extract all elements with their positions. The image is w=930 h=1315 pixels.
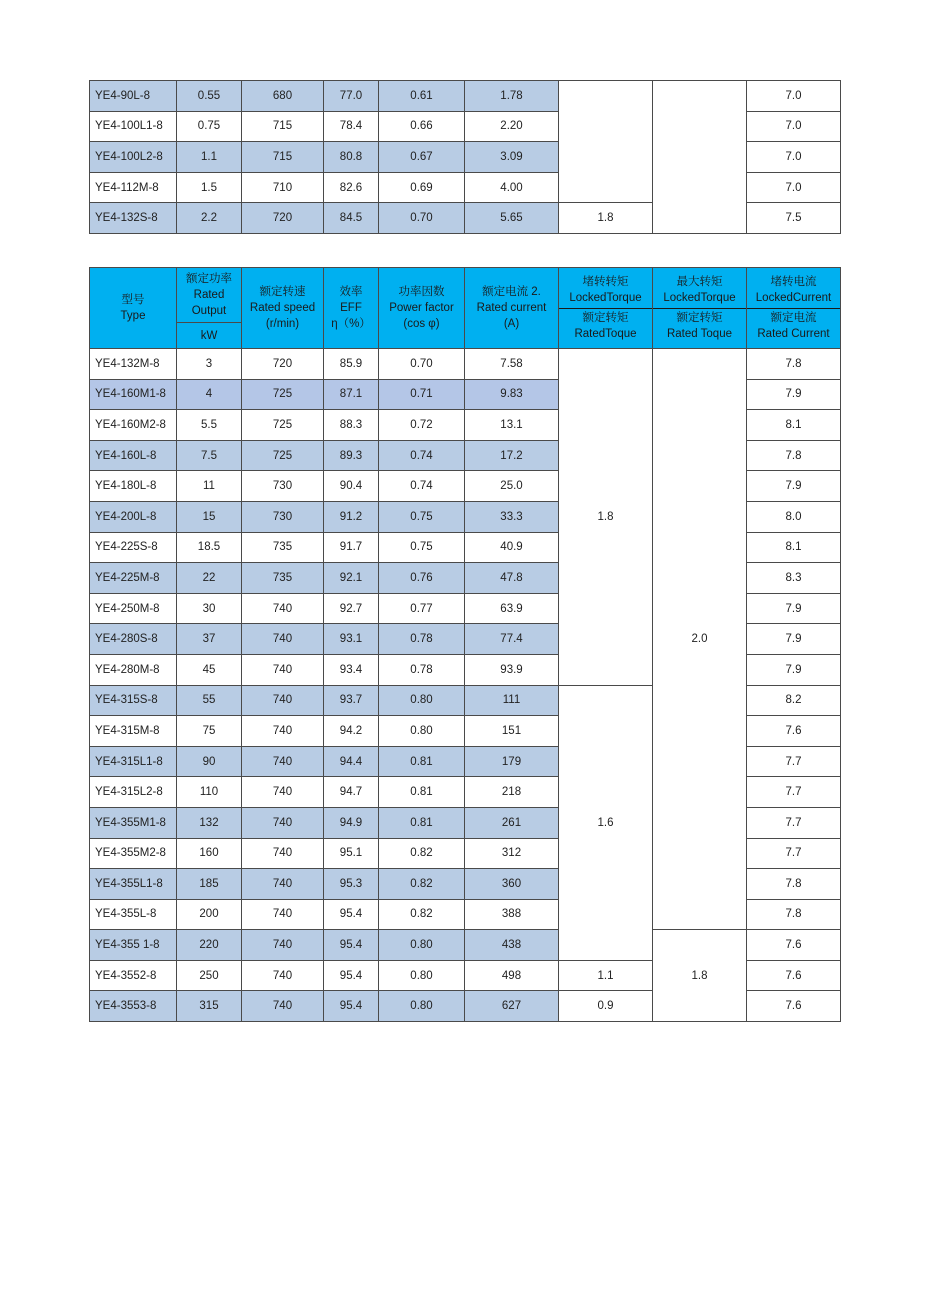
type-cell: YE4-3553-8	[90, 991, 177, 1022]
eff-cell: 95.4	[324, 899, 379, 930]
locked-current-ratio-cell: 7.8	[747, 349, 841, 380]
type-cell: YE4-112M-8	[90, 172, 177, 203]
eff-cell: 88.3	[324, 410, 379, 441]
pf-cell: 0.67	[379, 142, 465, 173]
current-cell: 151	[465, 716, 559, 747]
header-locked-current: 堵转电流 LockedCurrent 额定电流 Rated Current	[747, 268, 841, 349]
type-cell: YE4-132S-8	[90, 203, 177, 234]
speed-cell: 735	[242, 532, 324, 563]
pf-cell: 0.75	[379, 532, 465, 563]
locked-current-ratio-cell: 7.7	[747, 807, 841, 838]
pf-cell: 0.81	[379, 746, 465, 777]
output-cell: 55	[177, 685, 242, 716]
eff-cell: 94.9	[324, 807, 379, 838]
eff-cell: 90.4	[324, 471, 379, 502]
speed-cell: 740	[242, 746, 324, 777]
pf-cell: 0.80	[379, 685, 465, 716]
locked-current-ratio-cell: 8.1	[747, 410, 841, 441]
pf-cell: 0.70	[379, 349, 465, 380]
output-cell: 160	[177, 838, 242, 869]
type-cell: YE4-200L-8	[90, 501, 177, 532]
current-cell: 3.09	[465, 142, 559, 173]
speed-cell: 740	[242, 716, 324, 747]
output-cell: 22	[177, 563, 242, 594]
pf-cell: 0.74	[379, 471, 465, 502]
locked-current-ratio-cell: 7.6	[747, 716, 841, 747]
output-cell: 18.5	[177, 532, 242, 563]
locked-current-ratio-cell: 7.9	[747, 624, 841, 655]
pf-cell: 0.80	[379, 960, 465, 991]
locked-current-ratio-cell: 7.7	[747, 838, 841, 869]
type-cell: YE4-100L2-8	[90, 142, 177, 173]
current-cell: 2.20	[465, 111, 559, 142]
max-torque-cell-empty	[653, 81, 747, 234]
locked-torque-group-cell: 1.8	[559, 349, 653, 686]
type-cell: YE4-355L1-8	[90, 869, 177, 900]
type-cell: YE4-315L2-8	[90, 777, 177, 808]
type-cell: YE4-132M-8	[90, 349, 177, 380]
header-output-unit: kW	[177, 323, 242, 349]
locked-current-ratio-cell: 8.1	[747, 532, 841, 563]
motor-spec-table-continued	[89, 80, 841, 234]
max-torque-group-cell: 1.8	[653, 930, 747, 1022]
pf-cell: 0.75	[379, 501, 465, 532]
locked-current-ratio-cell: 8.3	[747, 563, 841, 594]
header-type: 型号 Type	[90, 268, 177, 349]
header-fraction-line	[653, 308, 746, 309]
eff-cell: 87.1	[324, 379, 379, 410]
output-cell: 75	[177, 716, 242, 747]
header-fraction-line	[747, 308, 840, 309]
current-cell: 5.65	[465, 203, 559, 234]
speed-cell: 730	[242, 471, 324, 502]
pf-cell: 0.66	[379, 111, 465, 142]
type-cell: YE4-160M1-8	[90, 379, 177, 410]
eff-cell: 91.7	[324, 532, 379, 563]
eff-cell: 78.4	[324, 111, 379, 142]
motor-spec-table	[89, 267, 841, 1022]
pf-cell: 0.80	[379, 930, 465, 961]
pf-cell: 0.81	[379, 777, 465, 808]
current-cell: 63.9	[465, 593, 559, 624]
speed-cell: 720	[242, 203, 324, 234]
speed-cell: 740	[242, 838, 324, 869]
current-cell: 312	[465, 838, 559, 869]
speed-cell: 740	[242, 807, 324, 838]
output-cell: 11	[177, 471, 242, 502]
eff-cell: 80.8	[324, 142, 379, 173]
header-max-torque: 最大转矩 LockedTorque 额定转矩 Rated Toque	[653, 268, 747, 349]
pf-cell: 0.70	[379, 203, 465, 234]
type-cell: YE4-160M2-8	[90, 410, 177, 441]
type-cell: YE4-355L-8	[90, 899, 177, 930]
current-cell: 9.83	[465, 379, 559, 410]
speed-cell: 740	[242, 869, 324, 900]
locked-current-ratio-cell: 7.9	[747, 593, 841, 624]
type-cell: YE4-355M1-8	[90, 807, 177, 838]
type-cell: YE4-100L1-8	[90, 111, 177, 142]
type-cell: YE4-90L-8	[90, 81, 177, 112]
locked-current-ratio-cell: 7.0	[747, 81, 841, 112]
locked-torque-group-cell: 1.6	[559, 685, 653, 960]
current-cell: 4.00	[465, 172, 559, 203]
output-cell: 250	[177, 960, 242, 991]
type-cell: YE4-315M-8	[90, 716, 177, 747]
pf-cell: 0.71	[379, 379, 465, 410]
pf-cell: 0.82	[379, 838, 465, 869]
header-power-factor: 功率因数 Power factor (cos φ)	[379, 268, 465, 349]
pf-cell: 0.82	[379, 899, 465, 930]
type-cell: YE4-180L-8	[90, 471, 177, 502]
locked-current-ratio-cell: 8.0	[747, 501, 841, 532]
output-cell: 132	[177, 807, 242, 838]
locked-current-ratio-cell: 7.6	[747, 930, 841, 961]
pf-cell: 0.61	[379, 81, 465, 112]
table-row	[90, 349, 841, 380]
type-cell: YE4-225M-8	[90, 563, 177, 594]
current-cell: 33.3	[465, 501, 559, 532]
eff-cell: 84.5	[324, 203, 379, 234]
pf-cell: 0.69	[379, 172, 465, 203]
speed-cell: 740	[242, 624, 324, 655]
eff-cell: 92.7	[324, 593, 379, 624]
output-cell: 4	[177, 379, 242, 410]
current-cell: 93.9	[465, 654, 559, 685]
locked-current-ratio-cell: 7.9	[747, 471, 841, 502]
pf-cell: 0.76	[379, 563, 465, 594]
speed-cell: 715	[242, 142, 324, 173]
eff-cell: 95.4	[324, 991, 379, 1022]
type-cell: YE4-3552-8	[90, 960, 177, 991]
type-cell: YE4-250M-8	[90, 593, 177, 624]
output-cell: 220	[177, 930, 242, 961]
current-cell: 1.78	[465, 81, 559, 112]
eff-cell: 93.1	[324, 624, 379, 655]
header-rated-current: 额定电流 2. Rated current (A)	[465, 268, 559, 349]
current-cell: 77.4	[465, 624, 559, 655]
speed-cell: 680	[242, 81, 324, 112]
current-cell: 40.9	[465, 532, 559, 563]
locked-current-ratio-cell: 7.6	[747, 991, 841, 1022]
pf-cell: 0.82	[379, 869, 465, 900]
output-cell: 7.5	[177, 440, 242, 471]
locked-current-ratio-cell: 7.0	[747, 111, 841, 142]
speed-cell: 735	[242, 563, 324, 594]
locked-current-ratio-cell: 8.2	[747, 685, 841, 716]
locked-current-ratio-cell: 7.8	[747, 899, 841, 930]
eff-cell: 95.3	[324, 869, 379, 900]
max-torque-group-cell: 2.0	[653, 349, 747, 930]
eff-cell: 95.4	[324, 930, 379, 961]
type-cell: YE4-280S-8	[90, 624, 177, 655]
current-cell: 360	[465, 869, 559, 900]
eff-cell: 85.9	[324, 349, 379, 380]
type-cell: YE4-315L1-8	[90, 746, 177, 777]
output-cell: 1.1	[177, 142, 242, 173]
current-cell: 498	[465, 960, 559, 991]
eff-cell: 94.4	[324, 746, 379, 777]
speed-cell: 725	[242, 379, 324, 410]
eff-cell: 95.4	[324, 960, 379, 991]
pf-cell: 0.77	[379, 593, 465, 624]
eff-cell: 91.2	[324, 501, 379, 532]
pf-cell: 0.78	[379, 624, 465, 655]
type-cell: YE4-280M-8	[90, 654, 177, 685]
output-cell: 30	[177, 593, 242, 624]
pf-cell: 0.80	[379, 991, 465, 1022]
output-cell: 315	[177, 991, 242, 1022]
pf-cell: 0.78	[379, 654, 465, 685]
speed-cell: 725	[242, 410, 324, 441]
speed-cell: 720	[242, 349, 324, 380]
current-cell: 218	[465, 777, 559, 808]
current-cell: 438	[465, 930, 559, 961]
output-cell: 5.5	[177, 410, 242, 441]
type-cell: YE4-355M2-8	[90, 838, 177, 869]
locked-torque-cell: 1.8	[559, 203, 653, 234]
header-output: 额定功率 Rated Output	[177, 268, 242, 323]
output-cell: 45	[177, 654, 242, 685]
speed-cell: 740	[242, 777, 324, 808]
current-cell: 47.8	[465, 563, 559, 594]
type-cell: YE4-315S-8	[90, 685, 177, 716]
eff-cell: 89.3	[324, 440, 379, 471]
header-fraction-line	[559, 308, 652, 309]
speed-cell: 740	[242, 930, 324, 961]
type-cell: YE4-225S-8	[90, 532, 177, 563]
eff-cell: 94.2	[324, 716, 379, 747]
output-cell: 37	[177, 624, 242, 655]
eff-cell: 93.4	[324, 654, 379, 685]
pf-cell: 0.72	[379, 410, 465, 441]
table-row	[90, 81, 841, 112]
current-cell: 111	[465, 685, 559, 716]
current-cell: 627	[465, 991, 559, 1022]
locked-current-ratio-cell: 7.0	[747, 142, 841, 173]
pf-cell: 0.81	[379, 807, 465, 838]
speed-cell: 725	[242, 440, 324, 471]
speed-cell: 710	[242, 172, 324, 203]
output-cell: 0.55	[177, 81, 242, 112]
speed-cell: 740	[242, 899, 324, 930]
current-cell: 179	[465, 746, 559, 777]
current-cell: 388	[465, 899, 559, 930]
pf-cell: 0.80	[379, 716, 465, 747]
output-cell: 1.5	[177, 172, 242, 203]
eff-cell: 92.1	[324, 563, 379, 594]
table-row	[90, 930, 841, 961]
header-locked-torque: 堵转转矩 LockedTorque 额定转矩 RatedToque	[559, 268, 653, 349]
output-cell: 15	[177, 501, 242, 532]
locked-current-ratio-cell: 7.6	[747, 960, 841, 991]
current-cell: 17.2	[465, 440, 559, 471]
locked-current-ratio-cell: 7.0	[747, 172, 841, 203]
locked-torque-cell-empty	[559, 81, 653, 203]
current-cell: 261	[465, 807, 559, 838]
speed-cell: 740	[242, 593, 324, 624]
locked-current-ratio-cell: 7.5	[747, 203, 841, 234]
eff-cell: 94.7	[324, 777, 379, 808]
locked-torque-group-cell: 0.9	[559, 991, 653, 1022]
output-cell: 2.2	[177, 203, 242, 234]
output-cell: 3	[177, 349, 242, 380]
speed-cell: 740	[242, 654, 324, 685]
eff-cell: 77.0	[324, 81, 379, 112]
header-row	[90, 268, 841, 323]
locked-torque-group-cell: 1.1	[559, 960, 653, 991]
locked-current-ratio-cell: 7.8	[747, 440, 841, 471]
locked-current-ratio-cell: 7.9	[747, 379, 841, 410]
locked-current-ratio-cell: 7.7	[747, 746, 841, 777]
output-cell: 110	[177, 777, 242, 808]
pf-cell: 0.74	[379, 440, 465, 471]
output-cell: 90	[177, 746, 242, 777]
locked-current-ratio-cell: 7.9	[747, 654, 841, 685]
output-cell: 0.75	[177, 111, 242, 142]
current-cell: 7.58	[465, 349, 559, 380]
header-efficiency: 效率 EFF η（%）	[324, 268, 379, 349]
locked-current-ratio-cell: 7.8	[747, 869, 841, 900]
speed-cell: 715	[242, 111, 324, 142]
speed-cell: 740	[242, 960, 324, 991]
speed-cell: 730	[242, 501, 324, 532]
eff-cell: 95.1	[324, 838, 379, 869]
eff-cell: 93.7	[324, 685, 379, 716]
current-cell: 13.1	[465, 410, 559, 441]
type-cell: YE4-355 1-8	[90, 930, 177, 961]
type-cell: YE4-160L-8	[90, 440, 177, 471]
eff-cell: 82.6	[324, 172, 379, 203]
locked-current-ratio-cell: 7.7	[747, 777, 841, 808]
current-cell: 25.0	[465, 471, 559, 502]
header-speed: 额定转速 Rated speed (r/min)	[242, 268, 324, 349]
speed-cell: 740	[242, 685, 324, 716]
output-cell: 185	[177, 869, 242, 900]
output-cell: 200	[177, 899, 242, 930]
speed-cell: 740	[242, 991, 324, 1022]
